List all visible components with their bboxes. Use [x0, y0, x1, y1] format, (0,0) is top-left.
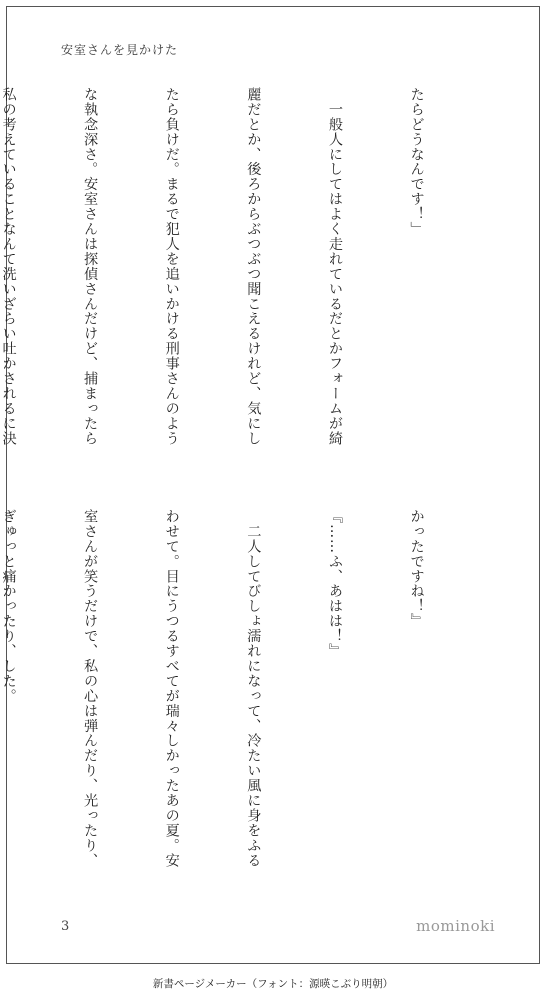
text-line: な執念深さ。安室さんは探偵さんだけど、捕まったら: [82, 87, 99, 446]
text-line: 麗だとか、後ろからぶつぶつ聞こえるけれど、気にし: [245, 87, 262, 446]
text-column-top: [0, 87, 484, 497]
text-line: 一般人にしてはよく走れているだとかフォームが綺: [326, 87, 343, 446]
text-line: 私の考えていることなんて洗いざらい吐かされるに決: [0, 87, 17, 446]
author-name: mominoki: [416, 917, 495, 935]
text-line: 『……ふ、あはは！』: [326, 509, 343, 659]
text-line: かったですね！』: [408, 509, 425, 629]
text-line: わせて。目にうつるすべてが瑞々しかったあの夏。安: [163, 509, 180, 868]
text-line: 二人してびしょ濡れになって、冷たい風に身をふる: [245, 509, 262, 868]
text-line: 室さんが笑うだけで、私の心は弾んだり、光ったり、: [82, 509, 99, 868]
text-column-bottom: [0, 509, 484, 869]
text-line: たらどうなんです！」: [408, 87, 425, 237]
running-head-title: 安室さんを見かけた: [61, 43, 179, 57]
generator-credit: 新書ページメーカー（フォント：源暎こぶり明朝）: [152, 978, 394, 990]
book-page: [0, 6, 540, 964]
text-line: たら負けだ。まるで犯人を追いかける刑事さんのよう: [163, 87, 180, 446]
text-line: ぎゅっと痛かったり、した。: [0, 509, 17, 704]
page-number: 3: [61, 919, 70, 934]
